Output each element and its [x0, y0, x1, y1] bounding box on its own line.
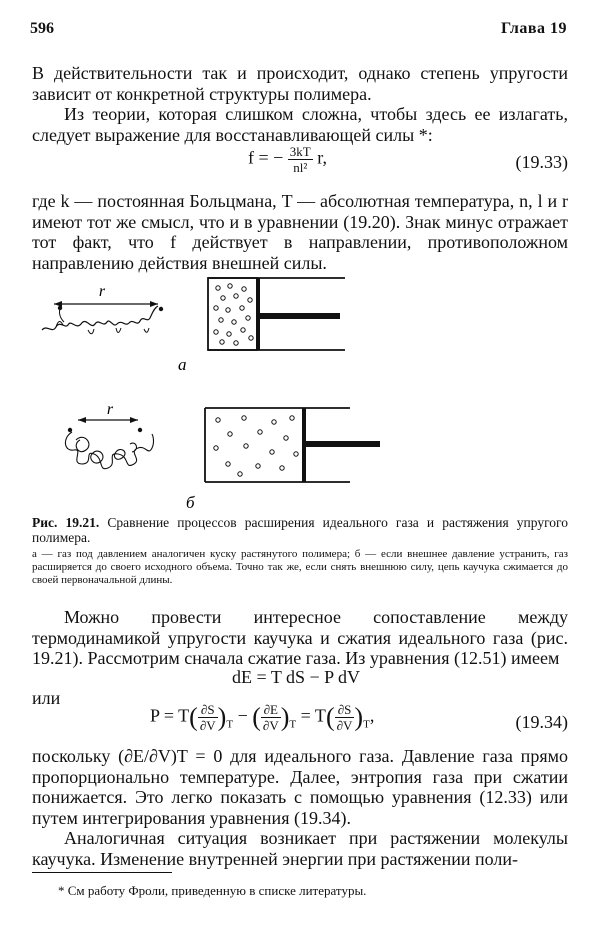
eq3-comma: , [369, 705, 375, 726]
equation-19-33 [248, 144, 327, 175]
eq3-dv3: ∂V [336, 718, 353, 733]
eq3-t1: T [226, 718, 234, 731]
label-r-a: r [98, 283, 106, 300]
paragraph-5: поскольку (∂E/∂V)T = 0 для идеального газа. Давление газа прямо пропорционально температуре. Далее, энтропия газа при сжатии понижается. Это легко показать с помощью уравнения (12.33) или путем интегрирования уравнения (19.34). [32, 746, 568, 828]
eq3-p-eq: P = T [150, 705, 190, 726]
eq3-ds: ∂S [198, 702, 218, 718]
paragraph-3: где k — постоянная Больцмана, T — абсолютная температура, n, l и r имеют тот же смысл, что и в уравнении (19.20). Знак минус отражает тот факт, что f действует в направлении, противоположном направлению действия внешней силы. [32, 191, 568, 273]
eq3-dv2: ∂V [262, 718, 279, 733]
or-word: или [32, 688, 61, 708]
eq3-minus: − [237, 705, 248, 726]
eq3-eq-t: = T [300, 705, 326, 726]
label-b: б [186, 493, 195, 512]
eq1-rhs: r, [317, 147, 328, 168]
piston-compressed [208, 278, 345, 350]
coiled-polymer [65, 417, 153, 469]
eq3-t2: T [289, 718, 297, 731]
caption-title: Рис. 19.21. [32, 515, 100, 530]
eq1-number: (19.33) [515, 152, 568, 172]
eq3-number: (19.34) [515, 712, 568, 732]
label-r-b: r [106, 401, 114, 418]
stretched-polymer [42, 301, 163, 334]
eq3-ds2: ∂S [335, 702, 355, 718]
figure-19-21 [20, 272, 380, 512]
label-a: а [178, 355, 187, 374]
eq3-de: ∂E [261, 702, 281, 718]
eq3-dv1: ∂V [199, 718, 216, 733]
paragraph-1: В действительности так и происходит, однако степень упругости зависит от конкретной структуры полимера. [32, 63, 568, 104]
footnote-rule [32, 872, 172, 873]
equation-19-34: P = T( $\frac{\partial S}{\partial V}$ )$_T$ − ( $\frac{\partial E}{\partial V}$ )$_T = T$( $\frac{\partial S}{\partial V}$ )$_T$, [150, 702, 375, 733]
eq1-fraction [288, 144, 313, 175]
piston-expanded [205, 408, 380, 482]
equation-de: dE = T dS − P dV [232, 667, 360, 687]
eq3-frac-3 [335, 702, 355, 733]
paragraph-2: Из теории, которая слишком сложна, чтобы здесь ее излагать, следует выражение для восстанавливающей силы *: [32, 104, 568, 145]
caption-text: Сравнение процессов расширения идеального газа и растяжения упругого полимера. [32, 515, 569, 545]
eq3-t3: T [363, 718, 370, 731]
eq1-denominator: nl² [293, 160, 308, 175]
paragraph-6: Аналогичная ситуация возникает при растяжении молекулы каучука. Изменение внутренней энергии при растяжении поли- [32, 828, 568, 869]
paragraph-4: Можно провести интересное сопоставление между термодинамикой упругости каучука и сжатия идеального газа (рис. 19.21). Рассмотрим сначала сжатие газа. Из уравнения (12.51) имеем [32, 607, 568, 668]
eq3-frac-2 [261, 702, 281, 733]
eq3-frac-1 [198, 702, 218, 733]
footnote: * См работу Фроли, приведенную в списке литературы. [58, 883, 367, 898]
chapter-header: Глава 19 [501, 20, 567, 37]
eq1-numerator: 3kT [289, 144, 311, 159]
eq1-lhs: f = − [248, 147, 284, 168]
page-number: 596 [30, 20, 54, 37]
caption-subtext: а — газ под давлением аналогичен куску растянутого полимера; б — если внешнее давление устранить, газ расширяется до своего исходного объема. Точно так же, если снять внешнюю силу, цепь каучука сжимается до своей первоначальной длины. [32, 548, 568, 586]
figure-caption [32, 515, 568, 545]
